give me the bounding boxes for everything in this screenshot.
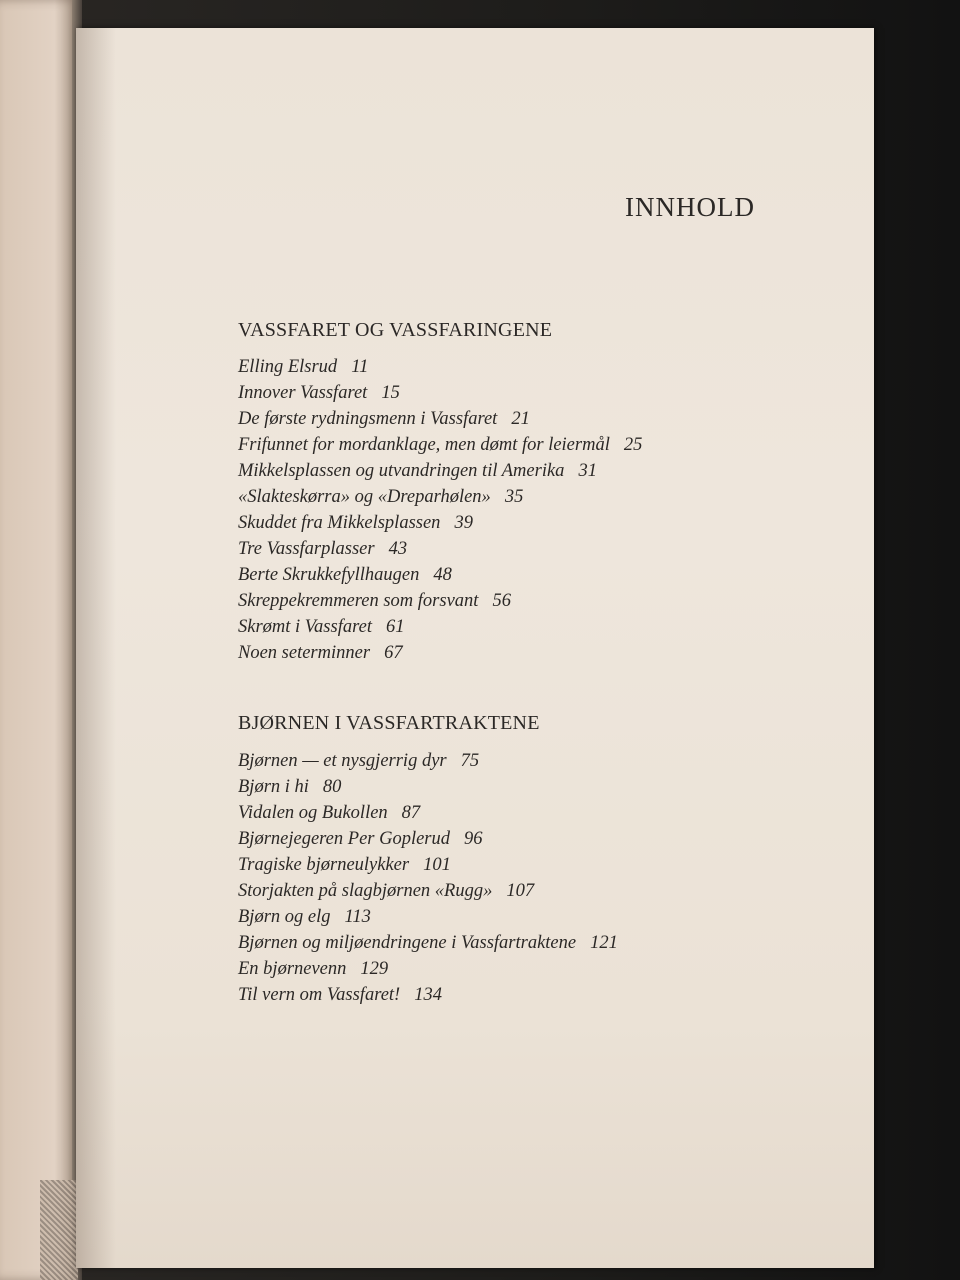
toc-entry-title: Innover Vassfaret bbox=[238, 383, 368, 403]
toc-entry-title: Elling Elsrud bbox=[238, 357, 338, 377]
toc-entry-page: 25 bbox=[623, 435, 643, 455]
toc-entry-title: Mikkelsplassen og utvandringen til Amerika bbox=[238, 461, 565, 481]
toc-entry-title: Storjakten på slagbjørnen «Rugg» bbox=[238, 881, 493, 901]
toc-entry-page: 67 bbox=[384, 643, 403, 663]
toc-entry bbox=[238, 904, 618, 930]
toc-entry bbox=[238, 878, 618, 904]
toc-entry bbox=[238, 614, 642, 640]
toc-entry bbox=[238, 852, 618, 878]
toc-entry bbox=[238, 982, 618, 1008]
toc-entry-page: 35 bbox=[504, 487, 524, 507]
toc-entry bbox=[238, 458, 642, 484]
toc-entry-title: Bjørnen og miljøendringene i Vassfartraktene bbox=[238, 933, 577, 953]
left-page-edge bbox=[0, 0, 78, 1280]
toc-entry bbox=[238, 562, 642, 588]
toc-entry-title: Berte Skrukkefyllhaugen bbox=[238, 565, 420, 585]
toc-entry-title: Skuddet fra Mikkelsplassen bbox=[238, 513, 441, 533]
toc-entry bbox=[238, 432, 642, 458]
frayed-binding bbox=[40, 1180, 78, 1280]
toc-entry bbox=[238, 510, 642, 536]
toc-entry-title: «Slakteskørra» og «Dreparhølen» bbox=[238, 487, 491, 507]
section-heading-vassfaret: VASSFARET OG VASSFARINGENE bbox=[238, 319, 553, 341]
toc-entry-page: 39 bbox=[454, 513, 473, 533]
toc-entry-page: 121 bbox=[590, 933, 618, 953]
toc-entry-title: De første rydningsmenn i Vassfaret bbox=[238, 409, 498, 429]
toc-entry-title: Bjørnen — et nysgjerrig dyr bbox=[238, 751, 447, 771]
toc-entry-title: Skreppekremmeren som forsvant bbox=[238, 591, 479, 611]
toc-entry-title: Bjørn og elg bbox=[238, 907, 331, 927]
toc-entry-page: 134 bbox=[414, 985, 442, 1005]
section-heading-bjornen: BJØRNEN I VASSFARTRAKTENE bbox=[238, 712, 540, 734]
page-title: INNHOLD bbox=[625, 192, 755, 222]
toc-entry bbox=[238, 536, 642, 562]
toc-entry-title: Tragiske bjørneulykker bbox=[238, 855, 410, 875]
toc-entry-page: 75 bbox=[460, 751, 480, 771]
toc-entry bbox=[238, 406, 642, 432]
toc-entry-page: 129 bbox=[360, 959, 389, 979]
toc-entry-page: 56 bbox=[492, 591, 511, 611]
toc-entry-page: 21 bbox=[511, 409, 530, 429]
toc-entry-title: Bjørnejegeren Per Goplerud bbox=[238, 829, 451, 849]
toc-entry-page: 80 bbox=[322, 777, 342, 797]
toc-entry-title: Noen seterminner bbox=[238, 643, 371, 663]
toc-entry bbox=[238, 930, 618, 956]
toc-list-vassfaret bbox=[238, 354, 642, 666]
toc-entry bbox=[238, 640, 642, 666]
contents-page bbox=[76, 28, 874, 1268]
toc-entry-page: 101 bbox=[423, 855, 451, 875]
toc-entry bbox=[238, 484, 642, 510]
toc-entry-page: 48 bbox=[433, 565, 452, 585]
toc-entry-page: 31 bbox=[578, 461, 597, 481]
toc-entry bbox=[238, 800, 618, 826]
toc-entry-title: En bjørnevenn bbox=[238, 959, 347, 979]
toc-entry-page: 87 bbox=[401, 803, 421, 823]
toc-entry bbox=[238, 354, 642, 380]
toc-entry-page: 96 bbox=[464, 829, 483, 849]
toc-entry-title: Til vern om Vassfaret! bbox=[238, 985, 401, 1005]
toc-entry-title: Vidalen og Bukollen bbox=[238, 803, 388, 823]
toc-entry bbox=[238, 956, 618, 982]
toc-entry-page: 11 bbox=[351, 357, 369, 377]
toc-entry-title: Tre Vassfarplasser bbox=[238, 539, 375, 559]
toc-entry-title: Bjørn i hi bbox=[238, 777, 309, 797]
toc-entry-page: 113 bbox=[344, 907, 371, 927]
toc-entry-page: 15 bbox=[381, 383, 400, 403]
toc-entry bbox=[238, 826, 618, 852]
toc-entry-page: 107 bbox=[506, 881, 535, 901]
toc-list-bjornen bbox=[238, 748, 618, 1008]
toc-entry bbox=[238, 588, 642, 614]
toc-entry-title: Frifunnet for mordanklage, men dømt for leiermål bbox=[238, 435, 610, 455]
toc-entry-page: 61 bbox=[385, 617, 405, 637]
toc-entry bbox=[238, 774, 618, 800]
toc-entry bbox=[238, 380, 642, 406]
toc-entry-title: Skrømt i Vassfaret bbox=[238, 617, 372, 637]
toc-entry-page: 43 bbox=[388, 539, 408, 559]
toc-entry bbox=[238, 748, 618, 774]
